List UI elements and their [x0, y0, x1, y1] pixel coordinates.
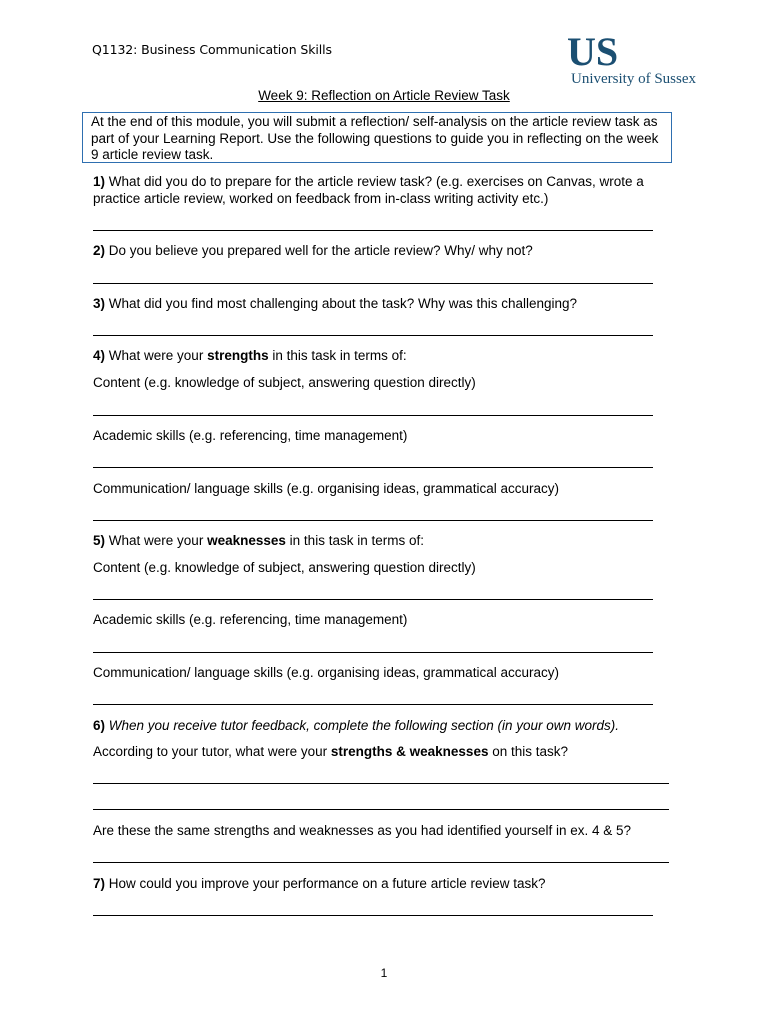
question-5-post: in this task in terms of:	[289, 533, 424, 548]
question-6-prompt	[93, 743, 683, 760]
answer-line-6a[interactable]	[93, 783, 669, 784]
page-number: 1	[380, 966, 388, 980]
question-6-pre: According to your tutor, what were your	[93, 744, 328, 759]
question-2-number: 2)	[93, 243, 106, 258]
question-2-text: Do you believe you prepared well for the article review? Why/ why not?	[108, 243, 533, 258]
question-6-number: 6)	[93, 718, 106, 733]
answer-line-6b[interactable]	[93, 809, 669, 810]
question-1-number: 1)	[93, 174, 106, 189]
answer-line-5-communication[interactable]	[93, 704, 653, 705]
question-5-bold: weaknesses	[207, 533, 286, 548]
q4-content-label: Content (e.g. knowledge of subject, answering question directly)	[93, 375, 476, 390]
question-3	[93, 295, 683, 312]
university-logo	[567, 32, 627, 68]
question-7-text: How could you improve your performance on a future article review task?	[108, 876, 546, 891]
answer-line-3[interactable]	[93, 335, 653, 336]
question-5-pre: What were your	[108, 533, 204, 548]
question-1	[93, 173, 683, 207]
answer-line-5-academic[interactable]	[93, 652, 653, 653]
question-3-text: What did you find most challenging about the task? Why was this challenging?	[108, 296, 578, 311]
question-3-number: 3)	[93, 296, 106, 311]
question-4-number: 4)	[93, 348, 106, 363]
answer-line-2[interactable]	[93, 283, 653, 284]
q5-communication-label: Communication/ language skills (e.g. organising ideas, grammatical accuracy)	[93, 665, 559, 680]
page-title-text: Week 9: Reflection on Article Review Task	[258, 88, 510, 103]
question-6-instruction: When you receive tutor feedback, complete the following section (in your own words).	[108, 718, 620, 733]
intro-box: At the end of this module, you will submit a reflection/ self-analysis on the article review task as part of your Learning Report. Use the following questions to guide you in reflecting on the week 9 article review task.	[82, 112, 672, 163]
question-1-text: What did you do to prepare for the article review task? (e.g. exercises on Canvas, wrote a practice article review, worked on feedback from in-class writing activity etc.)	[93, 174, 644, 206]
question-5	[93, 532, 683, 549]
question-7	[93, 875, 683, 892]
question-4-post: in this task in terms of:	[272, 348, 407, 363]
question-6-post: on this task?	[492, 744, 569, 759]
answer-line-5-content[interactable]	[93, 599, 653, 600]
answer-line-7[interactable]	[93, 915, 653, 916]
question-4	[93, 347, 683, 364]
question-6-bold: strengths & weaknesses	[330, 744, 489, 759]
answer-line-4-content[interactable]	[93, 415, 653, 416]
question-2	[93, 242, 683, 259]
question-6	[93, 717, 683, 734]
answer-line-1[interactable]	[93, 230, 653, 231]
logo-name: University of Sussex	[571, 71, 696, 87]
page-title	[0, 88, 768, 103]
answer-line-4-communication[interactable]	[93, 520, 653, 521]
answer-line-4-academic[interactable]	[93, 467, 653, 468]
q5-academic-label: Academic skills (e.g. referencing, time management)	[93, 612, 408, 627]
question-4-pre: What were your	[108, 348, 204, 363]
question-7-number: 7)	[93, 876, 106, 891]
q4-academic-label: Academic skills (e.g. referencing, time management)	[93, 428, 408, 443]
logo-letters: US	[567, 32, 619, 68]
answer-line-6c[interactable]	[93, 862, 669, 863]
q4-communication-label: Communication/ language skills (e.g. organising ideas, grammatical accuracy)	[93, 481, 559, 496]
question-5-number: 5)	[93, 533, 106, 548]
q5-content-label: Content (e.g. knowledge of subject, answering question directly)	[93, 560, 476, 575]
question-6-same: Are these the same strengths and weaknesses as you had identified yourself in ex. 4 & 5?	[93, 823, 632, 838]
question-4-bold: strengths	[207, 348, 269, 363]
course-header: Q1132: Business Communication Skills	[92, 42, 332, 57]
